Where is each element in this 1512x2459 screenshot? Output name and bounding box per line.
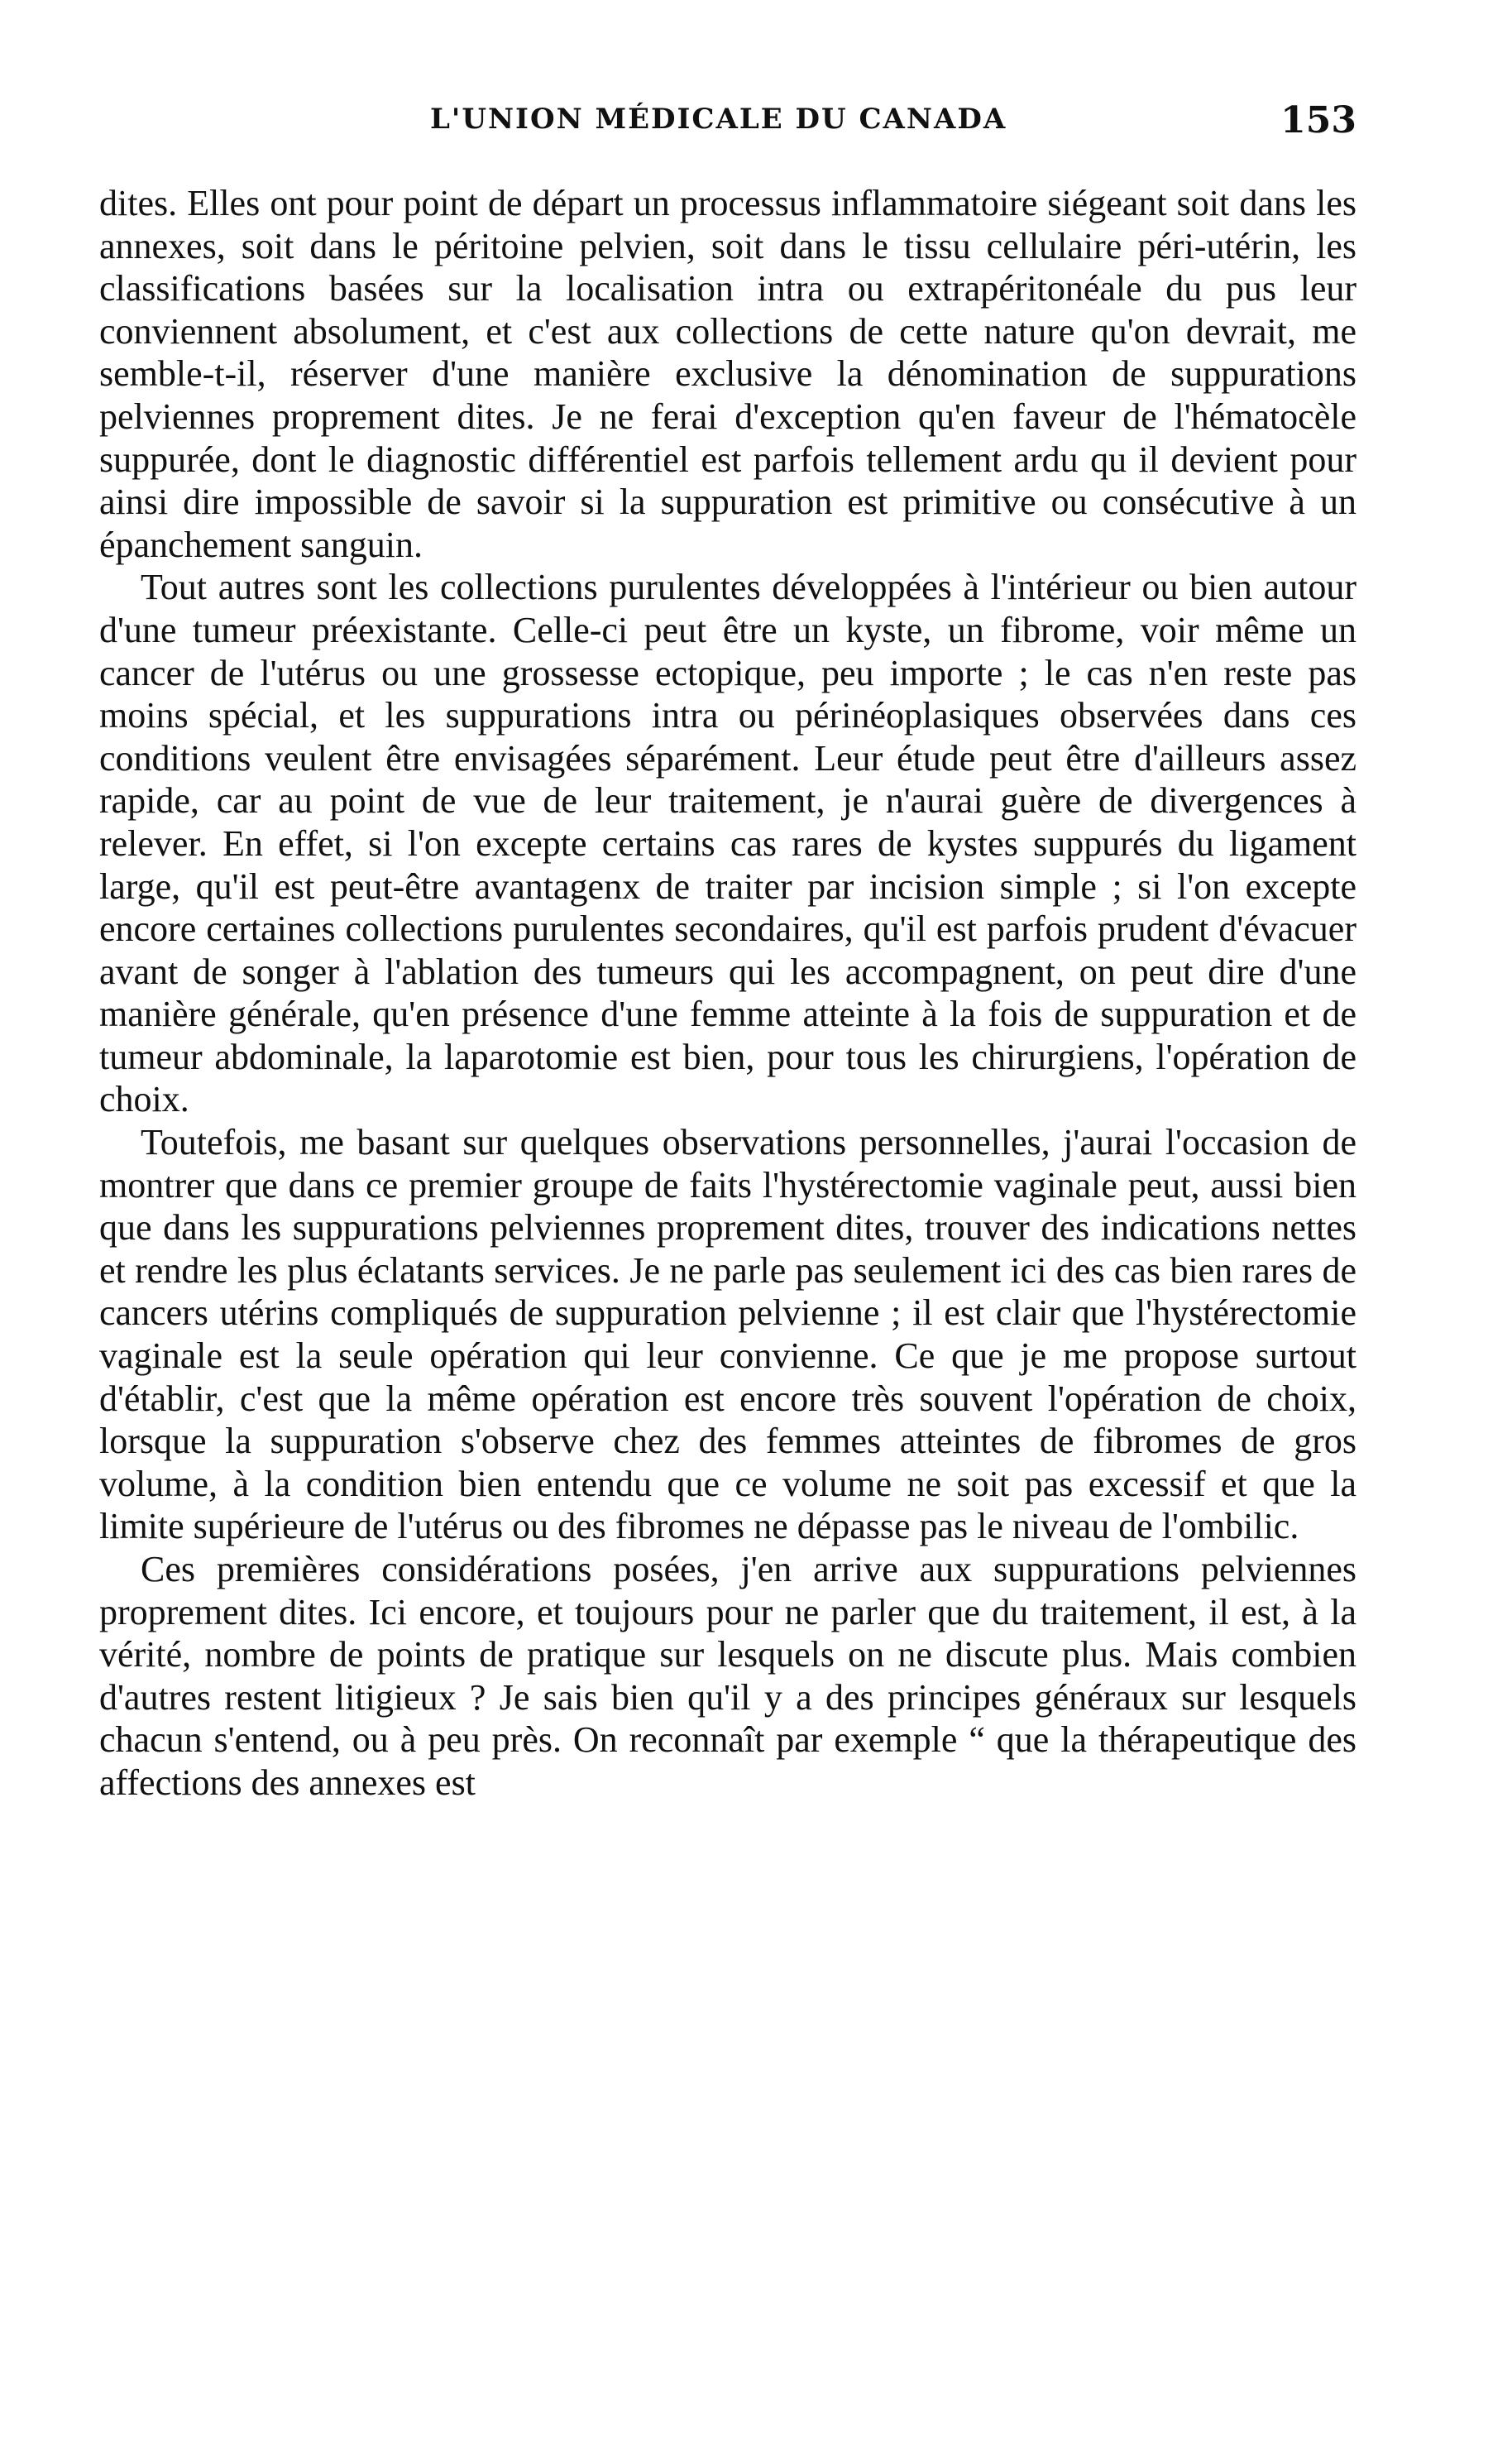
document-page: [99, 99, 1356, 1805]
paragraph: dites. Elles ont pour point de départ un processus inflammatoire siégeant soit dans les annexes, soit dans le péritoine pelvien, soit dans le tissu cellulaire péri-utérin, les classifications basées sur la localisation intra ou extrapéritonéale du pus leur conviennent absolument, et c'est aux collections de cette nature qu'on devrait, me semble-t-il, réserver d'une manière exclusive la dénomination de suppurations pelviennes proprement dites. Je ne ferai d'exception qu'en faveur de l'hématocèle suppurée, dont le diagnostic différentiel est parfois tellement ardu qu il devient pour ainsi dire impossible de savoir si la suppuration est primitive ou consécutive à un épanchement sanguin.: [99, 183, 1356, 565]
paragraph: Toutefois, me basant sur quelques observations personnelles, j'aurai l'occasion de montrer que dans ce premier groupe de faits l'hystérectomie vaginale peut, aussi bien que dans les suppurations pelviennes proprement dites, trouver des indications nettes et rendre les plus éclatants services. Je ne parle pas seulement ici des cas bien rares de cancers utérins compliqués de suppuration pelvienne ; il est clair que l'hystérectomie vaginale est la seule opération qui leur convienne. Ce que je me propose surtout d'établir, c'est que la même opération est encore très souvent l'opération de choix, lorsque la suppuration s'observe chez des femmes atteintes de fibromes de gros volume, à la condition bien entendu que ce volume ne soit pas excessif et que la limite supérieure de l'utérus ou des fibromes ne dépasse pas le niveau de l'ombilic.: [99, 1122, 1356, 1547]
running-header: [99, 99, 1356, 149]
paragraph: Ces premières considérations posées, j'en arrive aux suppurations pelviennes proprement dites. Ici encore, et toujours pour ne parler que du traitement, il est, à la vérité, nombre de points de pratique sur lesquels on ne discute plus. Mais combien d'autres restent litigieux ? Je sais bien qu'il y a des principes généraux sur lesquels chacun s'entend, ou à peu près. On reconnaît par exemple “ que la thérapeutique des affections des annexes est: [99, 1549, 1356, 1803]
page-number: 153: [1280, 99, 1356, 141]
journal-title: L'UNION MÉDICALE DU CANADA: [430, 103, 1007, 136]
paragraph: Tout autres sont les collections purulentes développées à l'intérieur ou bien autour d'une tumeur préexistante. Celle-ci peut être un kyste, un fibrome, voir même un cancer de l'utérus ou une grossesse ectopique, peu importe ; le cas n'en reste pas moins spécial, et les suppurations intra ou périnéoplasiques observées dans ces conditions veulent être envisagées séparément. Leur étude peut être d'ailleurs assez rapide, car au point de vue de leur traitement, je n'aurai guère de divergences à relever. En effet, si l'on excepte certains cas rares de kystes suppurés du ligament large, qu'il est peut-être avantagenx de traiter par incision simple ; si l'on excepte encore certaines collections purulentes secondaires, qu'il est parfois prudent d'évacuer avant de songer à l'ablation des tumeurs qui les accompagnent, on peut dire d'une manière générale, qu'en présence d'une femme atteinte à la fois de suppuration et de tumeur abdominale, la laparotomie est bien, pour tous les chirurgiens, l'opération de choix.: [99, 567, 1356, 1120]
body-text: [99, 182, 1356, 1805]
